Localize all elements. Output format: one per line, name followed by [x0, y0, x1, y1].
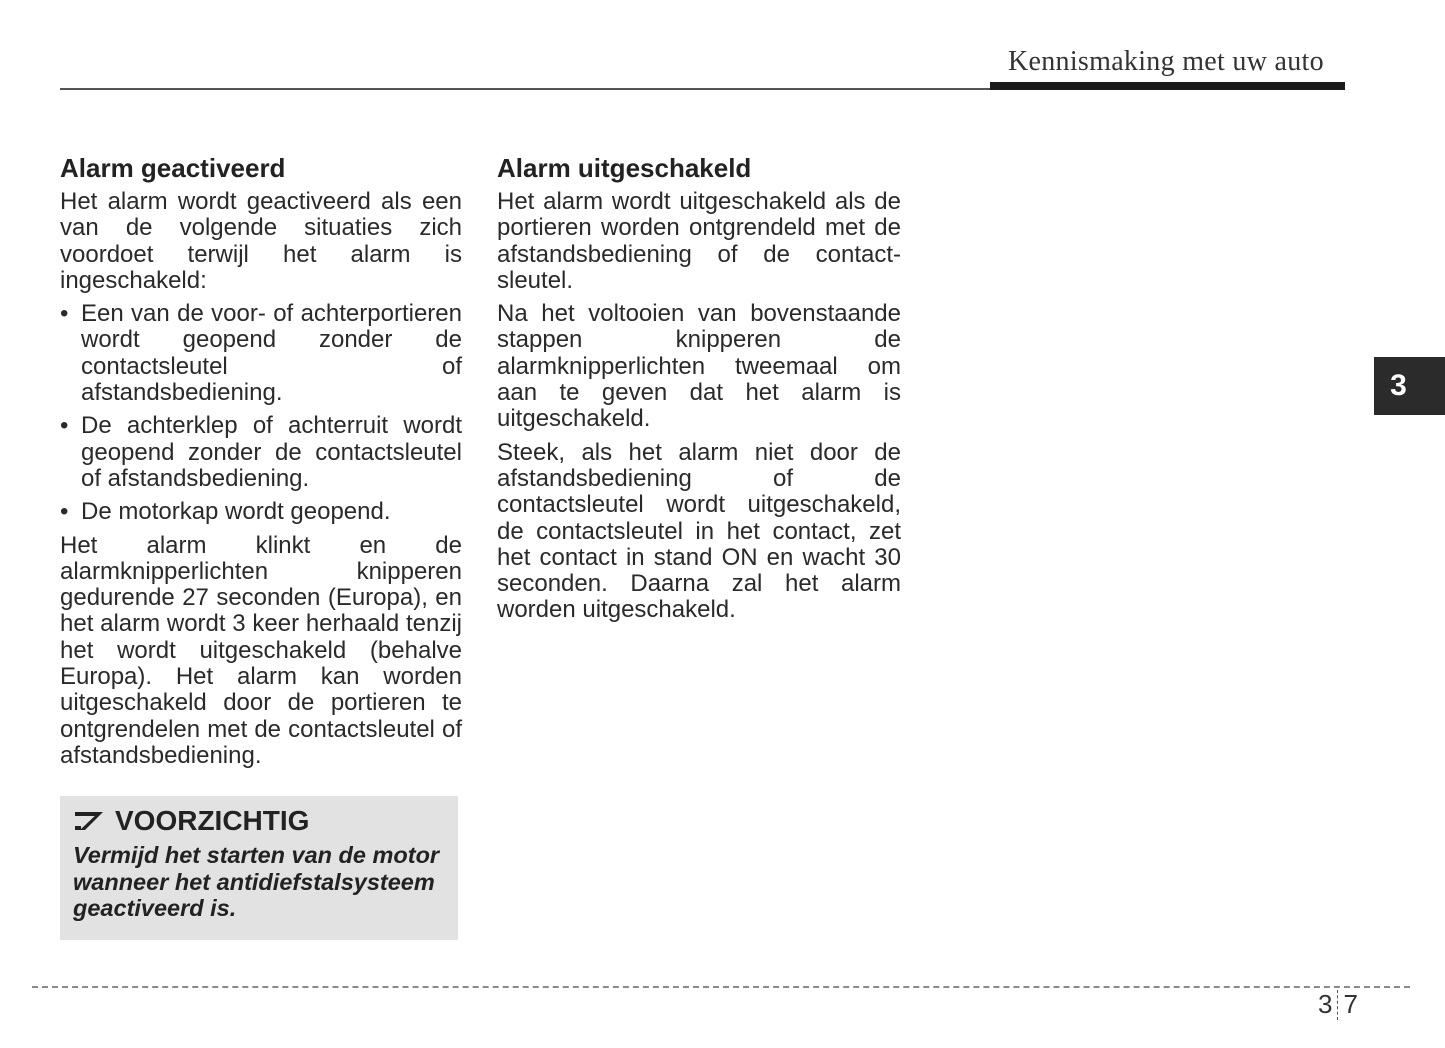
chapter-tab: 3 [1374, 357, 1445, 415]
caution-slash-icon [73, 810, 103, 832]
left-column [60, 152, 462, 776]
section-heading-alarm-activated: Alarm geactiveerd [60, 153, 286, 183]
footer-rule [32, 986, 1410, 988]
caution-text: Vermijd het starten van de motor wanneer het antidiefstalsysteem geactiveerd is. [73, 842, 440, 921]
list-item: • Een van de voor- of achterportieren wordt geopend zonder de contactsleutel of afstandsbediening. [60, 301, 462, 406]
page-index: 7 [1343, 989, 1358, 1019]
page-number-separator [1337, 990, 1338, 1020]
bullet-list [60, 301, 462, 525]
section-heading-alarm-deactivated: Alarm uitgeschakeld [497, 153, 752, 183]
header-rule-accent [990, 82, 1345, 90]
paragraph-outro: Het alarm klinkt en de alarmknipperlichten knipperen gedurende 27 seconden (Europa), en het alarm wordt 3 keer herhaald tenzij het wordt uitgeschakeld (behalve Europa). Het alarm kan worden uitgeschakeld door de portieren te ontgrendelen met de contactsleutel of afstandsbediening. [60, 531, 462, 769]
running-header-title: Kennismaking met uw auto [1008, 46, 1324, 77]
page-number [1318, 989, 1358, 1020]
right-column [497, 152, 901, 631]
paragraph: Na het voltooien van bovenstaande stappen knipperen de alarmknipperlichten tweemaal om aan te geven dat het alarm is uitgeschakeld. [497, 300, 901, 433]
paragraph-intro: Het alarm wordt geactiveerd als een van de volgende situaties zich voordoet terwijl het alarm is ingeschakeld: [60, 188, 462, 294]
paragraph: Het alarm wordt uitgeschakeld als de portieren worden ontgrendeld met de afstandsbediening of de contact- sleutel. [497, 188, 901, 294]
caution-box [60, 796, 458, 940]
caution-title-text: VOORZICHTIG [115, 805, 310, 836]
header-rule [60, 88, 990, 90]
paragraph: Steek, als het alarm niet door de afstandsbediening of de contactsleutel wordt uitgeschakeld, de contactsleutel in het contact, zet het contact in stand ON en wacht 30 seconden. Daarna zal het alarm worden uitgeschakeld. [497, 438, 901, 624]
list-item: • De achterklep of achterruit wordt geopend zonder de contactsleutel of afstandsbediening. [60, 413, 462, 492]
caution-title [73, 804, 446, 838]
page-chapter: 3 [1318, 989, 1333, 1019]
list-item: • De motorkap wordt geopend. [60, 499, 462, 525]
